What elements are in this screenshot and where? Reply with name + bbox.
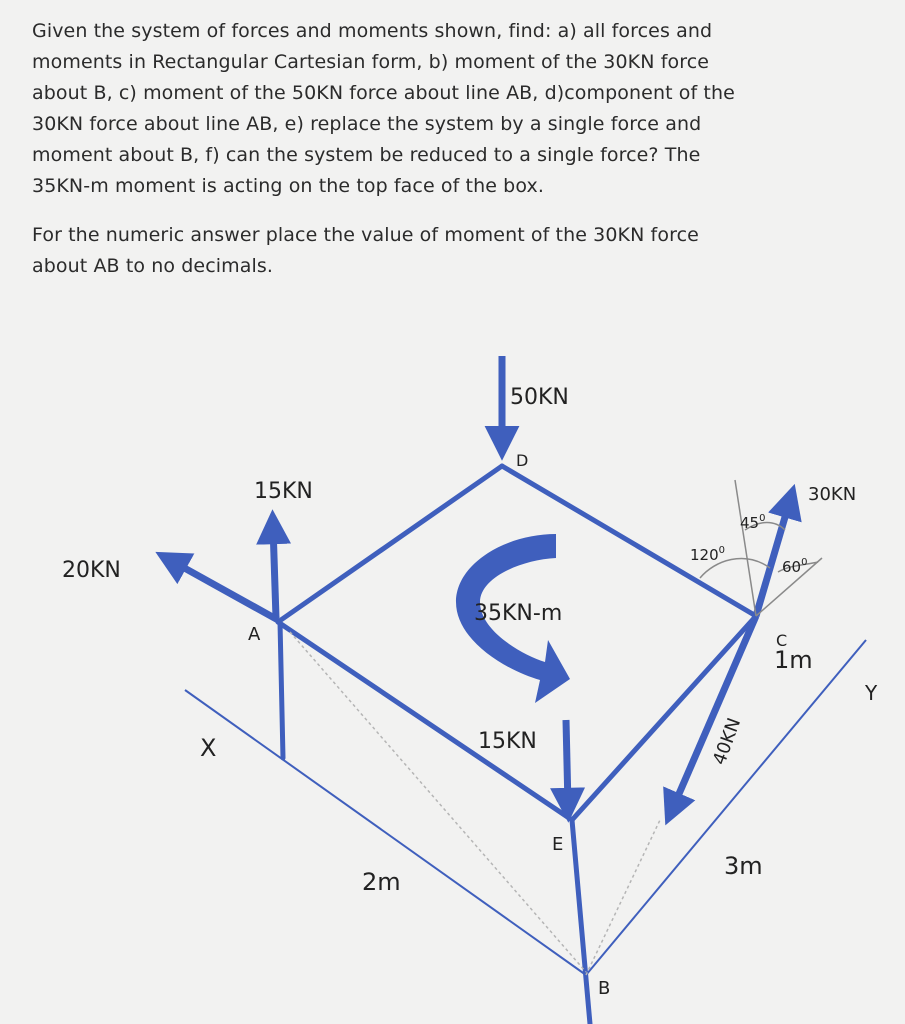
force-15kn-a-arrow — [273, 526, 276, 618]
label-a: A — [248, 624, 261, 645]
edge-a-vertical — [280, 622, 283, 758]
problem-line: 30KN force about line AB, e) replace the system by a single force and — [32, 113, 702, 135]
force-20kn-arrow — [170, 560, 278, 620]
label-e: E — [552, 834, 564, 855]
edge-a-e — [278, 622, 572, 820]
problem-line: moment about B, f) can the system be reduced to a single force? The — [32, 144, 701, 166]
label-15kn-a: 15KN — [254, 479, 313, 504]
label-d: D — [516, 451, 529, 470]
label-c: C — [776, 631, 788, 650]
label-2m: 2m — [362, 868, 401, 896]
ref-line-vertical — [735, 480, 756, 616]
line-b-diagonal — [586, 820, 660, 975]
label-30kn: 30KN — [808, 484, 857, 505]
label-15kn-e: 15KN — [478, 729, 537, 754]
force-15kn-e-arrow — [566, 720, 568, 806]
edge-e-b-vertical — [572, 820, 590, 1024]
problem-line: about B, c) moment of the 50KN force about line AB, d)component of the — [32, 82, 735, 104]
label-35knm: 35KN-m — [474, 601, 563, 626]
force-40kn-arrow — [672, 616, 756, 810]
instruction-line: For the numeric answer place the value of moment of the 30KN force — [32, 224, 699, 246]
instruction-line: about AB to no decimals. — [32, 255, 273, 277]
label-angle-45: $45^0$ — [740, 513, 766, 532]
problem-line: Given the system of forces and moments shown, find: a) all forces and — [32, 20, 713, 42]
label-3m: 3m — [724, 852, 763, 880]
problem-line: moments in Rectangular Cartesian form, b) moment of the 30KN force — [32, 51, 710, 73]
label-40kn: 40KN — [708, 715, 746, 768]
label-1m: 1m — [774, 646, 813, 674]
base-lines — [185, 640, 866, 975]
label-x: X — [200, 734, 217, 762]
label-50kn: 50KN — [510, 385, 569, 410]
label-b: B — [598, 978, 611, 999]
label-20kn: 20KN — [62, 558, 121, 583]
label-angle-60: $60^0$ — [782, 557, 808, 576]
label-angle-120: $120^0$ — [690, 545, 726, 564]
labels — [62, 385, 878, 999]
problem-line: 35KN-m moment is acting on the top face of the box. — [32, 175, 544, 197]
label-y: Y — [865, 681, 878, 705]
